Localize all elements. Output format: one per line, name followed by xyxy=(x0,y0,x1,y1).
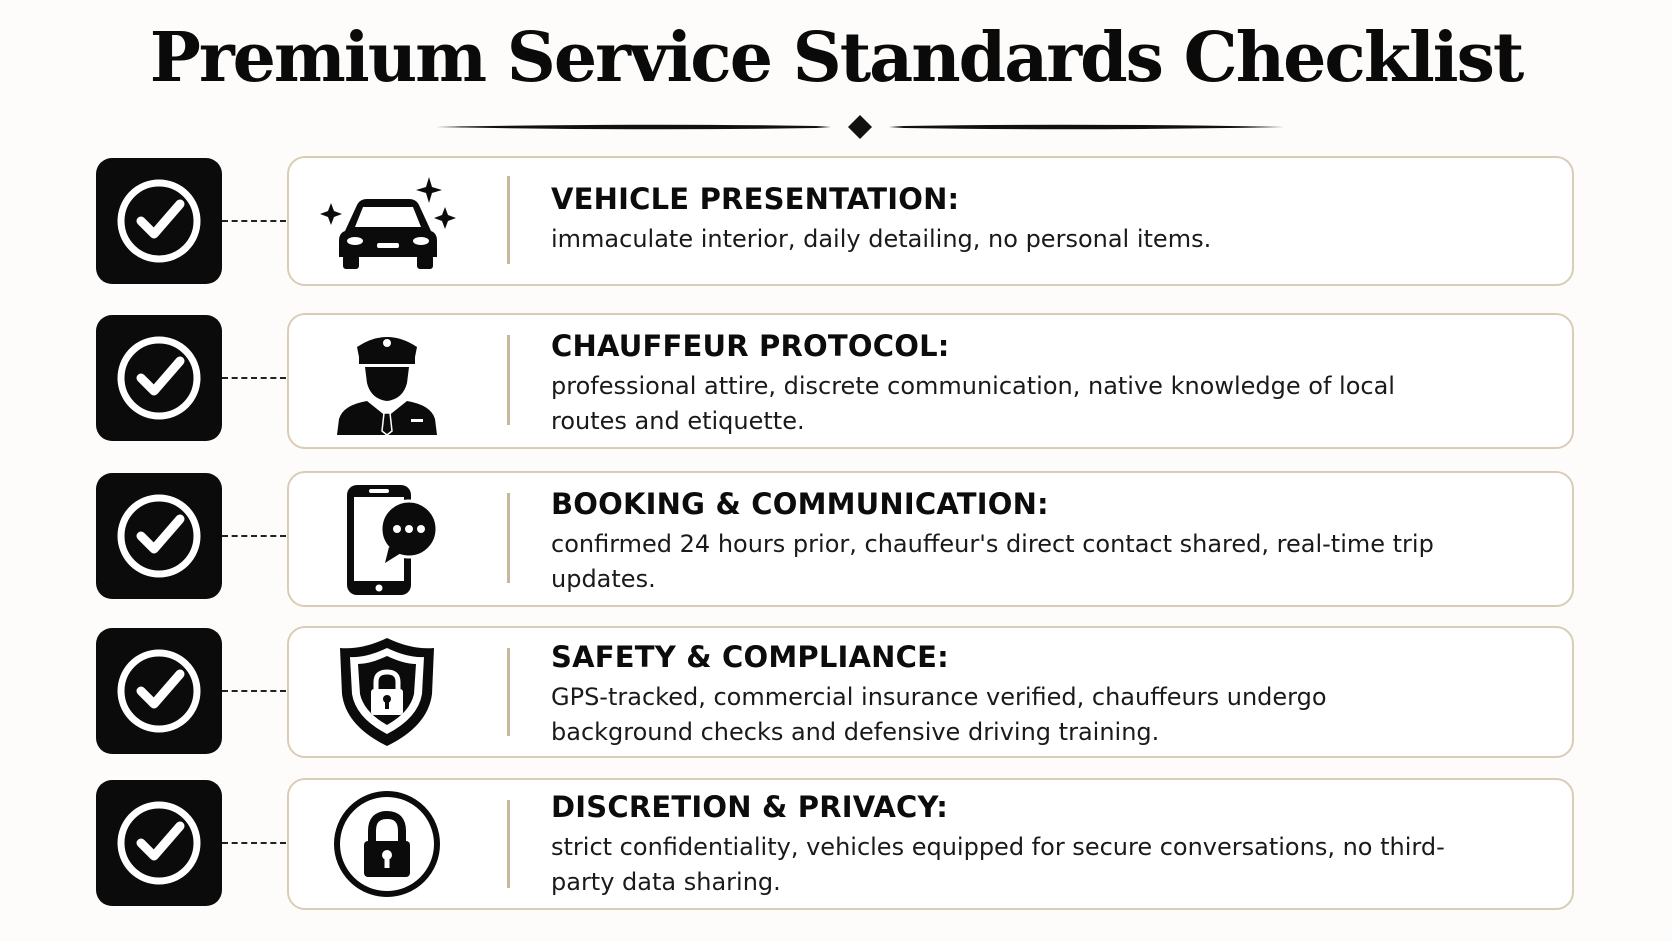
checklist-row-safety xyxy=(0,620,1672,750)
checkbox-checked[interactable] xyxy=(96,780,222,906)
item-card xyxy=(287,778,1574,910)
check-circle-icon xyxy=(114,333,204,423)
card-divider xyxy=(507,800,510,888)
item-heading: VEHICLE PRESENTATION: xyxy=(551,182,960,216)
card-divider xyxy=(507,493,510,583)
item-card xyxy=(287,626,1574,758)
dashed-connector xyxy=(222,842,286,844)
phone-chat-icon xyxy=(317,473,457,605)
item-heading: SAFETY & COMPLIANCE: xyxy=(551,640,949,674)
item-description: confirmed 24 hours prior, chauffeur's direct contact shared, real-time trip updates. xyxy=(551,530,1434,593)
item-description: immaculate interior, daily detailing, no personal items. xyxy=(551,225,1212,253)
check-circle-icon xyxy=(114,491,204,581)
item-heading: DISCRETION & PRIVACY: xyxy=(551,790,949,824)
dashed-connector xyxy=(222,220,286,222)
checkbox-checked[interactable] xyxy=(96,473,222,599)
dashed-connector xyxy=(222,535,286,537)
checklist-row-chauffeur xyxy=(0,307,1672,437)
card-divider xyxy=(507,335,510,425)
item-description: GPS-tracked, commercial insurance verified, chauffeurs undergo background checks and defensive driving training. xyxy=(551,683,1327,746)
checkbox-checked[interactable] xyxy=(96,158,222,284)
title-divider xyxy=(436,112,1284,142)
item-description: strict confidentiality, vehicles equipped for secure conversations, no third-party data sharing. xyxy=(551,833,1445,896)
dashed-connector xyxy=(222,377,286,379)
checklist-row-vehicle xyxy=(0,150,1672,280)
check-circle-icon xyxy=(114,646,204,736)
item-card xyxy=(287,156,1574,286)
chauffeur-icon xyxy=(317,315,457,447)
item-heading: BOOKING & COMMUNICATION: xyxy=(551,487,1049,521)
car-sparkle-icon xyxy=(317,158,457,284)
item-card xyxy=(287,471,1574,607)
checkbox-checked[interactable] xyxy=(96,315,222,441)
check-circle-icon xyxy=(114,798,204,888)
item-card xyxy=(287,313,1574,449)
checkbox-checked[interactable] xyxy=(96,628,222,754)
card-divider xyxy=(507,648,510,736)
shield-lock-icon xyxy=(317,628,457,756)
check-circle-icon xyxy=(114,176,204,266)
padlock-circle-icon xyxy=(317,780,457,908)
dashed-connector xyxy=(222,690,286,692)
page-title: Premium Service Standards Checklist xyxy=(149,18,1523,98)
item-heading: CHAUFFEUR PROTOCOL: xyxy=(551,329,950,363)
item-description: professional attire, discrete communication, native knowledge of local routes and etiquette. xyxy=(551,372,1395,435)
card-divider xyxy=(507,176,510,264)
checklist-row-privacy xyxy=(0,772,1672,902)
checklist-row-booking xyxy=(0,465,1672,595)
